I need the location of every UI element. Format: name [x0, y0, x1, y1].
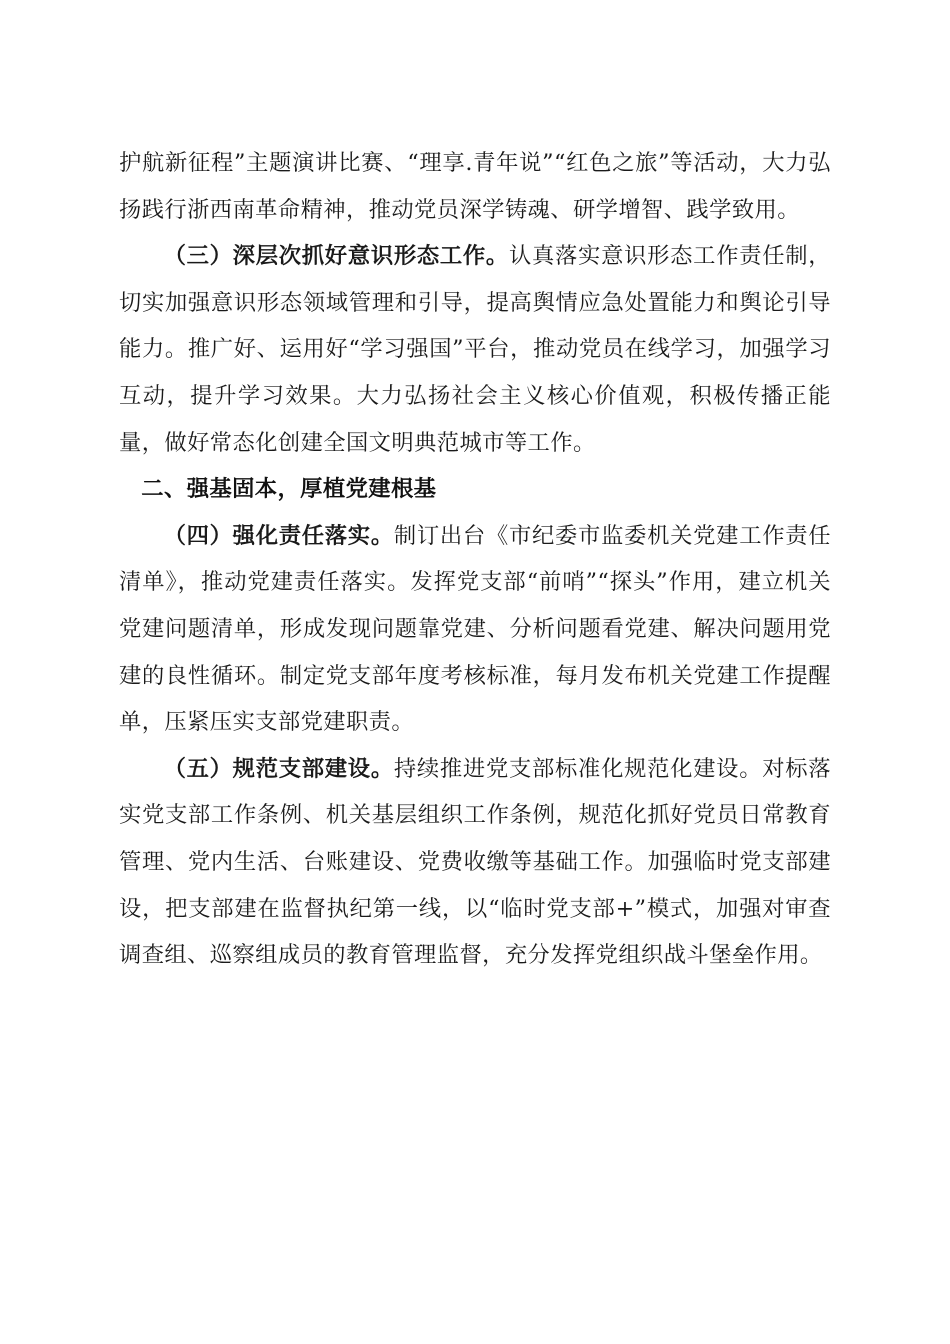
item-4-lead: （四）强化责任落实。 [163, 522, 394, 549]
item-3-body: 认真落实意识形态工作责任制，切实加强意识形态领域管理和引导，提高舆情应急处置能力和舆论引导能力。推广好、运用好“学习强国”平台，推动党员在线学习，加强学习互动，提升学习效果。大力弘扬社会主义核心价值观，积极传播正能量，做好常态化创建全国文明典范城市等工作。 [119, 243, 831, 456]
paragraph-item-4 [119, 513, 831, 746]
section-2-heading: 二、强基固本，厚植党建根基 [141, 476, 437, 503]
paragraph-continued: 护航新征程”主题演讲比赛、“理享.青年说”“红色之旅”等活动，大力弘扬践行浙西南革命精神，推动党员深学铸魂、研学增智、践学致用。 [119, 150, 831, 223]
item-3-lead: （三）深层次抓好意识形态工作。 [163, 243, 509, 270]
item-4-body: 制订出台《市纪委市监委机关党建工作责任清单》，推动党建责任落实。发挥党支部“前哨”“探头”作用，建立机关党建问题清单，形成发现问题靠党建、分析问题看党建、解决问题用党建的良性循环。制定党支部年度考核标准，每月发布机关党建工作提醒单，压紧压实支部党建职责。 [119, 522, 831, 736]
item-5-lead: （五）规范支部建设。 [163, 755, 394, 782]
item-5-body: 持续推进党支部标准化规范化建设。对标落实党支部工作条例、机关基层组织工作条例，规范化抓好党员日常教育管理、党内生活、台账建设、党费收缴等基础工作。加强临时党支部建设，把支部建在监督执纪第一线，以“临时党支部+”模式，加强对审查调查组、巡察组成员的教育管理监督，充分发挥党组织战斗堡垒作用。 [119, 755, 831, 969]
paragraph-item-5 [119, 746, 831, 979]
document-body [119, 140, 831, 979]
paragraph-item-3 [119, 233, 831, 466]
